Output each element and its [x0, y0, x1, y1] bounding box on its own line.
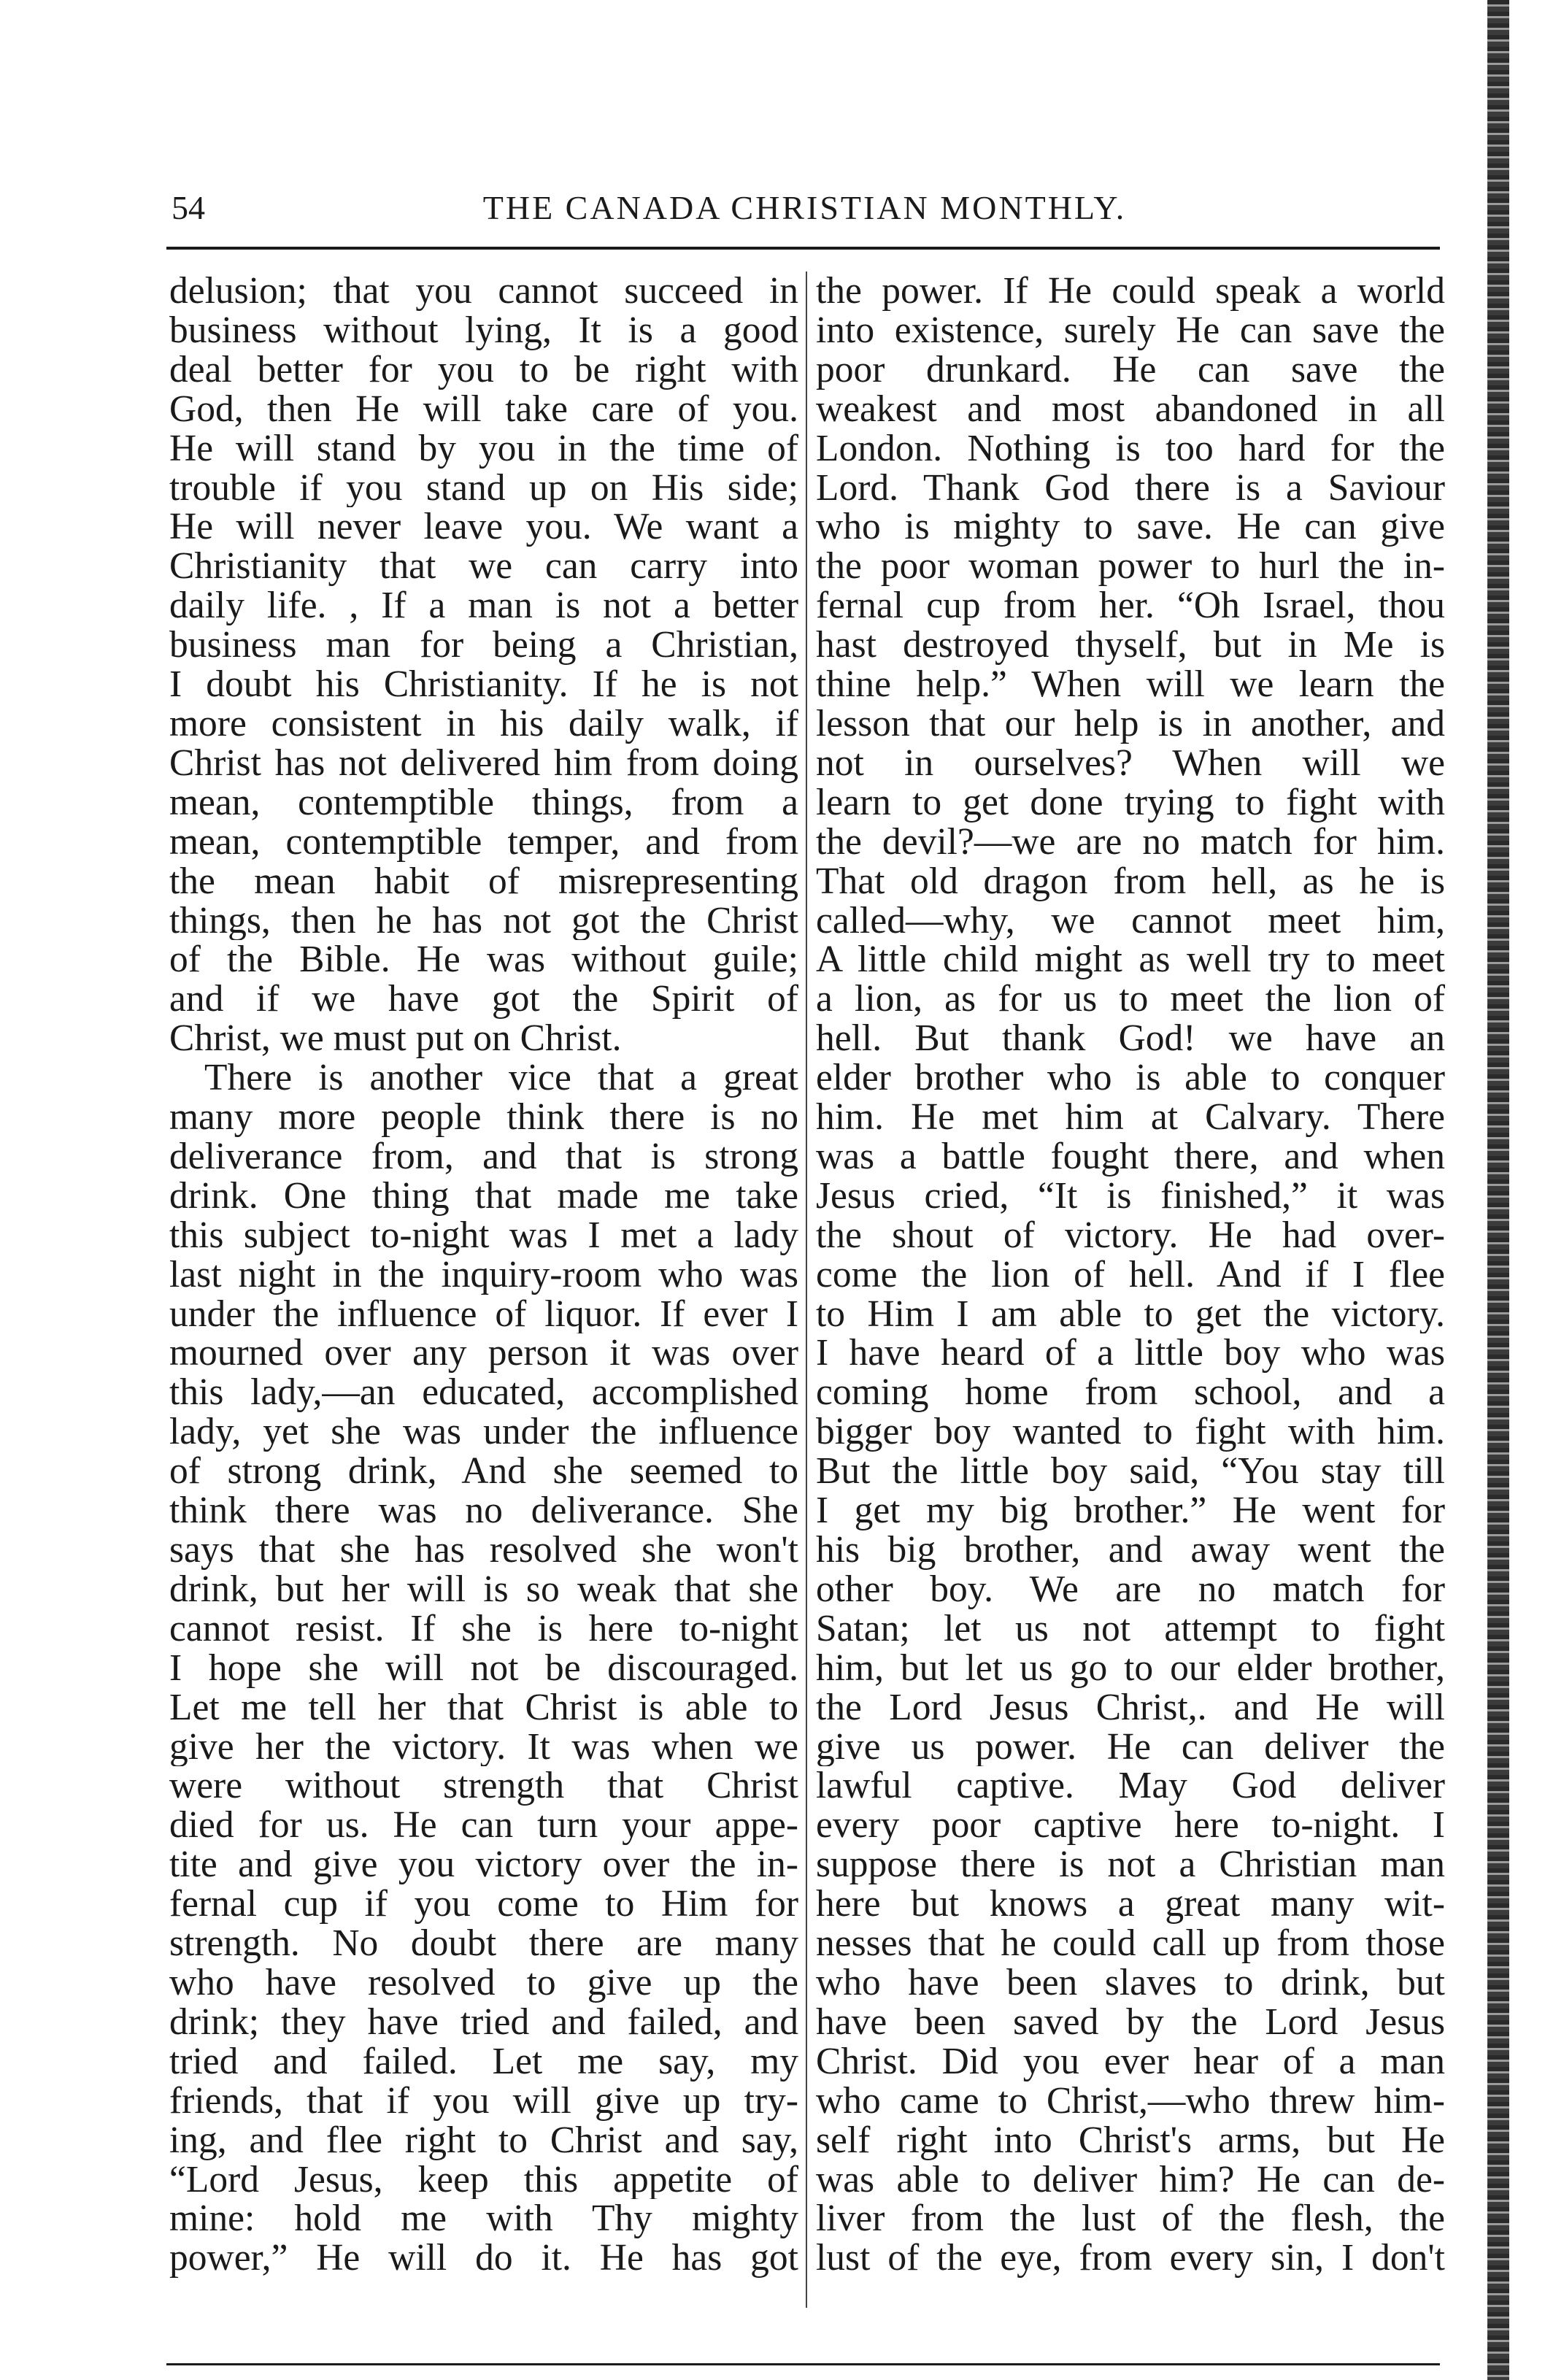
text-line: into existence, surely He can save the — [816, 310, 1445, 350]
paragraph — [816, 271, 1445, 2278]
text-line: business without lying, It is a good — [169, 310, 798, 350]
text-line: the devil?—we are no match for him. — [816, 822, 1445, 862]
paragraph — [169, 271, 798, 1058]
text-line: tite and give you victory over the in- — [169, 1845, 798, 1885]
text-line: many more people think there is no — [169, 1098, 798, 1137]
text-line: says that she has resolved she won't — [169, 1530, 798, 1570]
text-line: power,” He will do it. He has got — [169, 2238, 798, 2279]
text-line: weakest and most abandoned in all — [816, 389, 1445, 429]
text-line: were without strength that Christ — [169, 1766, 798, 1806]
text-line: this subject to-night was I met a lady — [169, 1215, 798, 1255]
text-line: the poor woman power to hurl the in- — [816, 547, 1445, 587]
text-line: ing, and flee right to Christ and say, — [169, 2120, 798, 2160]
text-line: Jesus cried, “It is finished,” it was — [816, 1176, 1445, 1216]
text-line: A little child might as well try to meet — [816, 940, 1445, 980]
text-line: strength. No doubt there are many — [169, 1924, 798, 1963]
text-line: That old dragon from hell, as he is — [816, 861, 1445, 901]
paragraph — [169, 1058, 798, 2278]
text-line: friends, that if you will give up try- — [169, 2081, 798, 2121]
text-line: called—why, we cannot meet him, — [816, 901, 1445, 941]
text-line: “Lord Jesus, keep this appetite of — [169, 2160, 798, 2200]
text-line: trouble if you stand up on His side; — [169, 468, 798, 508]
text-line: drink, but her will is so weak that she — [169, 1569, 798, 1609]
text-line: other boy. We are no match for — [816, 1569, 1445, 1609]
text-line: things, then he has not got the Christ — [169, 901, 798, 941]
text-line: tried and failed. Let me say, my — [169, 2041, 798, 2081]
text-line: who have resolved to give up the — [169, 1963, 798, 2003]
text-line: and if we have got the Spirit of — [169, 979, 798, 1020]
text-line: elder brother who is able to conquer — [816, 1058, 1445, 1098]
page-edge-binding — [1487, 0, 1509, 2380]
text-line: cannot resist. If she is here to-night — [169, 1609, 798, 1649]
text-line: God, then He will take care of you. — [169, 389, 798, 429]
text-line: learn to get done trying to fight with — [816, 782, 1445, 823]
right-text-column — [816, 271, 1445, 2278]
text-line: was able to deliver him? He can de- — [816, 2160, 1445, 2200]
text-line: Lord. Thank God there is a Saviour — [816, 468, 1445, 508]
text-line: him. He met him at Calvary. There — [816, 1098, 1445, 1137]
text-line: every poor captive here to-night. I — [816, 1806, 1445, 1846]
text-line: Let me tell her that Christ is able to — [169, 1687, 798, 1728]
text-line: hell. But thank God! we have an — [816, 1019, 1445, 1059]
text-line: He will stand by you in the time of — [169, 428, 798, 469]
text-line: lawful captive. May God deliver — [816, 1766, 1445, 1806]
text-line: here but knows a great many wit- — [816, 1884, 1445, 1925]
text-line: daily life. , If a man is not a better — [169, 586, 798, 626]
text-line: deliverance from, and that is strong — [169, 1136, 798, 1176]
text-line: business man for being a Christian, — [169, 625, 798, 666]
text-line: to Him I am able to get the victory. — [816, 1294, 1445, 1334]
text-line: I get my big brother.” He went for — [816, 1491, 1445, 1530]
text-line: He will never leave you. We want a — [169, 507, 798, 547]
running-title: THE CANADA CHRISTIAN MONTHLY. — [482, 189, 1127, 226]
text-line: mean, contemptible temper, and from — [169, 822, 798, 862]
text-line: was a battle fought there, and when — [816, 1136, 1445, 1176]
text-line: who is mighty to save. He can give — [816, 507, 1445, 547]
text-line: London. Nothing is too hard for the — [816, 428, 1445, 469]
text-line: I hope she will not be discouraged. — [169, 1648, 798, 1688]
text-line: deal better for you to be right with — [169, 350, 798, 390]
text-line: give her the victory. It was when we — [169, 1727, 798, 1767]
header-rule — [166, 247, 1440, 250]
text-line: I have heard of a little boy who was — [816, 1333, 1445, 1374]
text-line: who came to Christ,—who threw him- — [816, 2081, 1445, 2121]
text-line: the Lord Jesus Christ,. and He will — [816, 1687, 1445, 1728]
text-line: of strong drink, And she seemed to — [169, 1452, 798, 1492]
text-line: have been saved by the Lord Jesus — [816, 2002, 1445, 2042]
text-line: fernal cup if you come to Him for — [169, 1884, 798, 1925]
text-line: his big brother, and away went the — [816, 1530, 1445, 1570]
text-line: But the little boy said, “You stay till — [816, 1452, 1445, 1492]
text-line: a lion, as for us to meet the lion of — [816, 979, 1445, 1020]
text-line: give us power. He can deliver the — [816, 1727, 1445, 1767]
text-line: nesses that he could call up from those — [816, 1924, 1445, 1963]
text-line: who have been slaves to drink, but — [816, 1963, 1445, 2003]
text-line: lesson that our help is in another, and — [816, 704, 1445, 744]
text-line: Satan; let us not attempt to fight — [816, 1609, 1445, 1649]
page-number: 54 — [172, 189, 205, 226]
text-line: poor drunkard. He can save the — [816, 350, 1445, 390]
text-line: the shout of victory. He had over- — [816, 1215, 1445, 1255]
text-line: There is another vice that a great — [204, 1058, 798, 1098]
text-line: more consistent in his daily walk, if — [169, 704, 798, 744]
text-line: Christ has not delivered him from doing — [169, 743, 798, 783]
text-line: bigger boy wanted to fight with him. — [816, 1412, 1445, 1452]
text-line: lust of the eye, from every sin, I don't — [816, 2238, 1445, 2279]
text-line: delusion; that you cannot succeed in — [169, 271, 798, 311]
text-line: mean, contemptible things, from a — [169, 782, 798, 823]
left-text-column — [169, 271, 798, 2278]
text-line: died for us. He can turn your appe- — [169, 1806, 798, 1846]
text-line: Christ, we must put on Christ. — [169, 1019, 622, 1059]
text-line: him, but let us go to our elder brother, — [816, 1648, 1445, 1688]
text-line: self right into Christ's arms, but He — [816, 2120, 1445, 2160]
text-line: liver from the lust of the flesh, the — [816, 2199, 1445, 2239]
text-line: fernal cup from her. “Oh Israel, thou — [816, 586, 1445, 626]
text-line: this lady,—an educated, accomplished — [169, 1373, 798, 1413]
footer-rule — [166, 2363, 1440, 2365]
text-line: Christianity that we can carry into — [169, 547, 798, 587]
column-divider — [806, 271, 807, 2308]
text-line: of the Bible. He was without guile; — [169, 940, 798, 980]
text-line: the power. If He could speak a world — [816, 271, 1445, 311]
text-line: coming home from school, and a — [816, 1373, 1445, 1413]
text-line: not in ourselves? When will we — [816, 743, 1445, 783]
text-line: thine help.” When will we learn the — [816, 665, 1445, 704]
text-line: mine: hold me with Thy mighty — [169, 2199, 798, 2239]
text-line: under the influence of liquor. If ever I — [169, 1294, 798, 1334]
text-line: mourned over any person it was over — [169, 1333, 798, 1374]
running-header — [172, 186, 1438, 230]
text-line: hast destroyed thyself, but in Me is — [816, 625, 1445, 666]
text-line: I doubt his Christianity. If he is not — [169, 665, 798, 704]
text-line: think there was no deliverance. She — [169, 1491, 798, 1530]
text-line: drink; they have tried and failed, and — [169, 2002, 798, 2042]
text-line: last night in the inquiry-room who was — [169, 1255, 798, 1295]
text-line: Christ. Did you ever hear of a man — [816, 2041, 1445, 2081]
text-line: drink. One thing that made me take — [169, 1176, 798, 1216]
text-line: come the lion of hell. And if I flee — [816, 1255, 1445, 1295]
text-line: suppose there is not a Christian man — [816, 1845, 1445, 1885]
text-line: the mean habit of misrepresenting — [169, 861, 798, 901]
text-line: lady, yet she was under the influence — [169, 1412, 798, 1452]
